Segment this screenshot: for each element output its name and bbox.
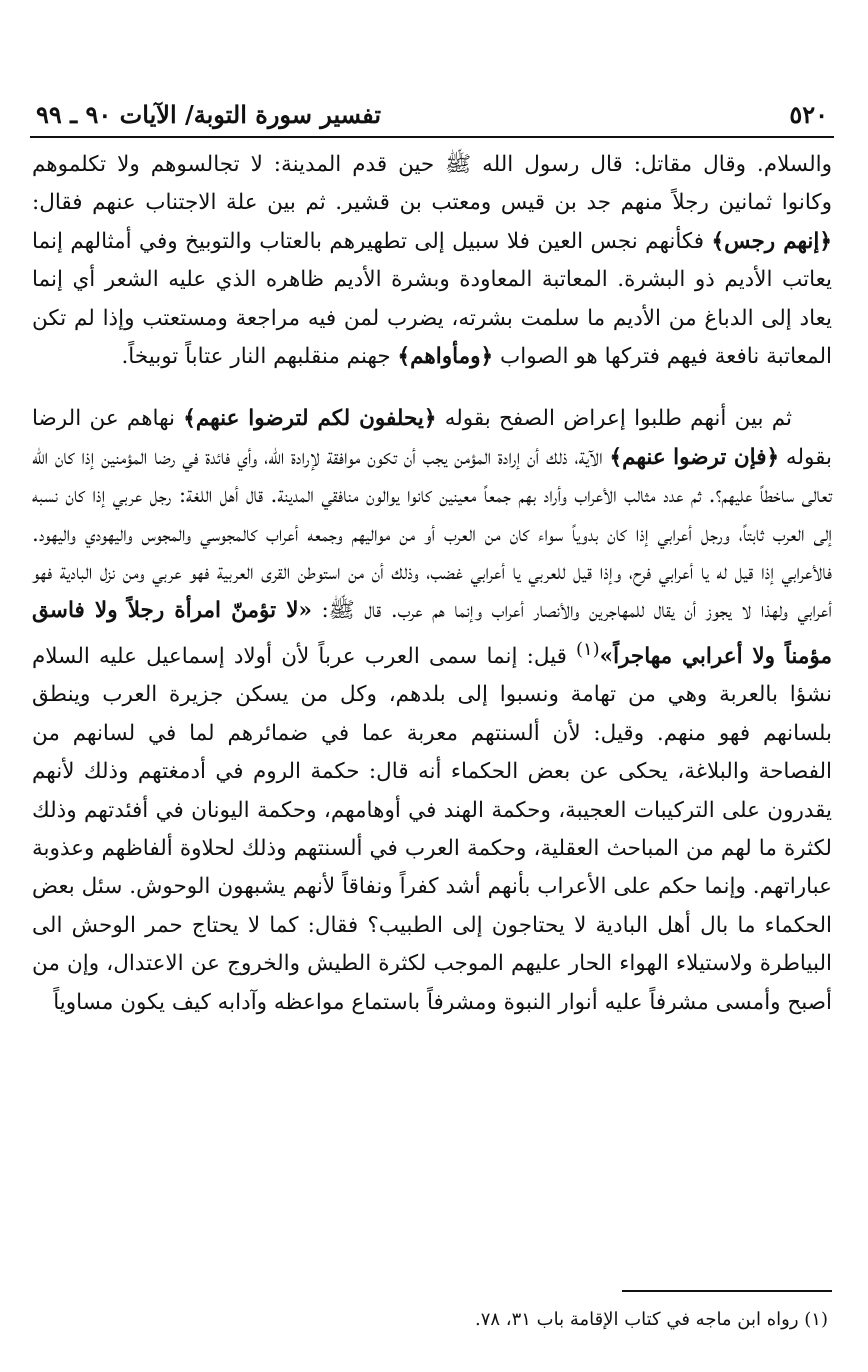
paragraph-2-text-4: قيل: إنما سمى العرب عرباً لأن أولاد إسماعيل عليه السلام نشؤا بالعربة وهي من تهامة ونسبوا إلى بلدهم، وكل من يسكن جزيرة العرب وينطق بلسانهم فهو منهم. وقيل: لأن ألسنتهم معربة عما في ضمائرهم لما في لسانهم من الفصاحة والبلاغة، يحكى عن بعض الحكماء أنه قال: حكمة الروم في أدمغتهم وذلك لأنهم يقدرون على التركيبات العجيبة، وحكمة الهند في أوهامهم، وحكمة اليونان في أفئدتهم وذلك لكثرة ما لهم من المباحث العقلية، وحكمة العرب في ألسنتهم وذلك لحلاوة ألفاظهم وعذوبة عباراتهم. وإنما حكم على الأعراب بأنهم أشد كفراً ونفاقاً لأنهم يشبهون الوحوش. سئل بعض الحكماء ما بال أهل البادية لا يحتاجون إلى الطبيب؟ فقال: كما لا يحتاج حمر الوحش الى البياطرة ولاستيلاء الهواء الحار عليهم الموجب لكثرة الطيش والخروج عن الاعتدال، وإن من أصبح وأمسى مشرفاً عليه أنوار النبوة ومشرفاً باستماع مواعظه وآدابه كيف يكون مساوياً	[32, 644, 832, 1015]
paragraph-2-text-1: ثم بين أنهم طلبوا إعراض الصفح بقوله	[436, 406, 792, 432]
footnote-divider	[622, 1290, 832, 1292]
paragraph-2	[32, 400, 832, 1022]
paragraph-1-text-3: جهنم منقلبهم النار عتاباً توبيخاً.	[121, 344, 398, 370]
running-header	[30, 96, 834, 138]
body-text	[32, 146, 832, 1022]
paragraph-2-text-3: الآية، ذلك أن إرادة المؤمن يجب أن تكون موافقة لإرادة الله، وأي فائدة في رضا المؤمنين إذا كان الله تعالى ساخطاً عليهم؟. ثم عدد مثالب الأعراب وأراد بهم جمعاً معينين كانوا يوالون منافقي المدينة. قال أهل اللغة: رجل عربي إذا كان نسبه إلى العرب ثابتاً، ورجل أعرابي إذا كان بدوياً سواء كان من العرب أو من مواليهم وجمعه أعراب كالمجوسي والمجوس واليهودي واليهود. فالأعرابي إذا قيل له يا أعرابي فرح، وإذا قيل للعربي يا أعرابي غضب، وذلك أن من استوطن القرى العربية فهو عربي ومن نزل البادية فهو أعرابي ولهذا لا يجوز أن يقال للمهاجرين والأنصار أعراب وإنما هم عرب. قال ﷺ:	[32, 444, 833, 624]
header-title: تفسير سورة التوبة/ الآيات ٩٠ ـ ٩٩	[36, 100, 381, 129]
quran-quote: ﴿فإن ترضوا عنهم﴾	[609, 444, 780, 470]
paragraph-1	[32, 146, 832, 376]
footnote: (١) رواه ابن ماجه في كتاب الإقامة باب ٣١، ٧٨.	[474, 1309, 828, 1330]
footnote-reference[interactable]: (١)	[576, 638, 600, 660]
paragraph-2-text-2: نهاهم عن الرضا بقوله	[32, 406, 832, 470]
paragraph-1-text-1: والسلام. وقال مقاتل: قال رسول الله ﷺ حين قدم المدينة: لا تجالسوهم ولا تكلموهم وكانوا ثمانين رجلاً منهم جد بن قيس ومعتب بن قشير. ثم بين علة الاجتناب عنهم فقال:	[32, 152, 832, 216]
hadith-quote: «لا تؤمنّ امرأة رجلاً ولا فاسق مؤمناً ولا أعرابي مهاجراً»	[32, 598, 832, 670]
quran-quote: ﴿إنهم رجس﴾	[711, 228, 832, 254]
paragraph-1-text-2: فكأنهم نجس العين فلا سبيل إلى تطهيرهم بالعتاب والتوبيخ وفي أمثالهم إنما يعاتب الأديم ذو البشرة. المعاتبة المعاودة وبشرة الأديم ظاهره الذي عليه الشعر أي إنما يعاد إلى الدباغ من الأديم ما سلمت بشرته، يضرب لمن فيه مراجعة ومستعتب وإذا لم تكن المعاتبة نافعة فيهم فتركها هو الصواب	[32, 228, 832, 370]
page-number: ٥٢٠	[789, 100, 828, 129]
quran-quote: ﴿ومأواهم﴾	[397, 344, 494, 370]
quran-quote: ﴿يحلفون لكم لترضوا عنهم﴾	[183, 406, 437, 432]
